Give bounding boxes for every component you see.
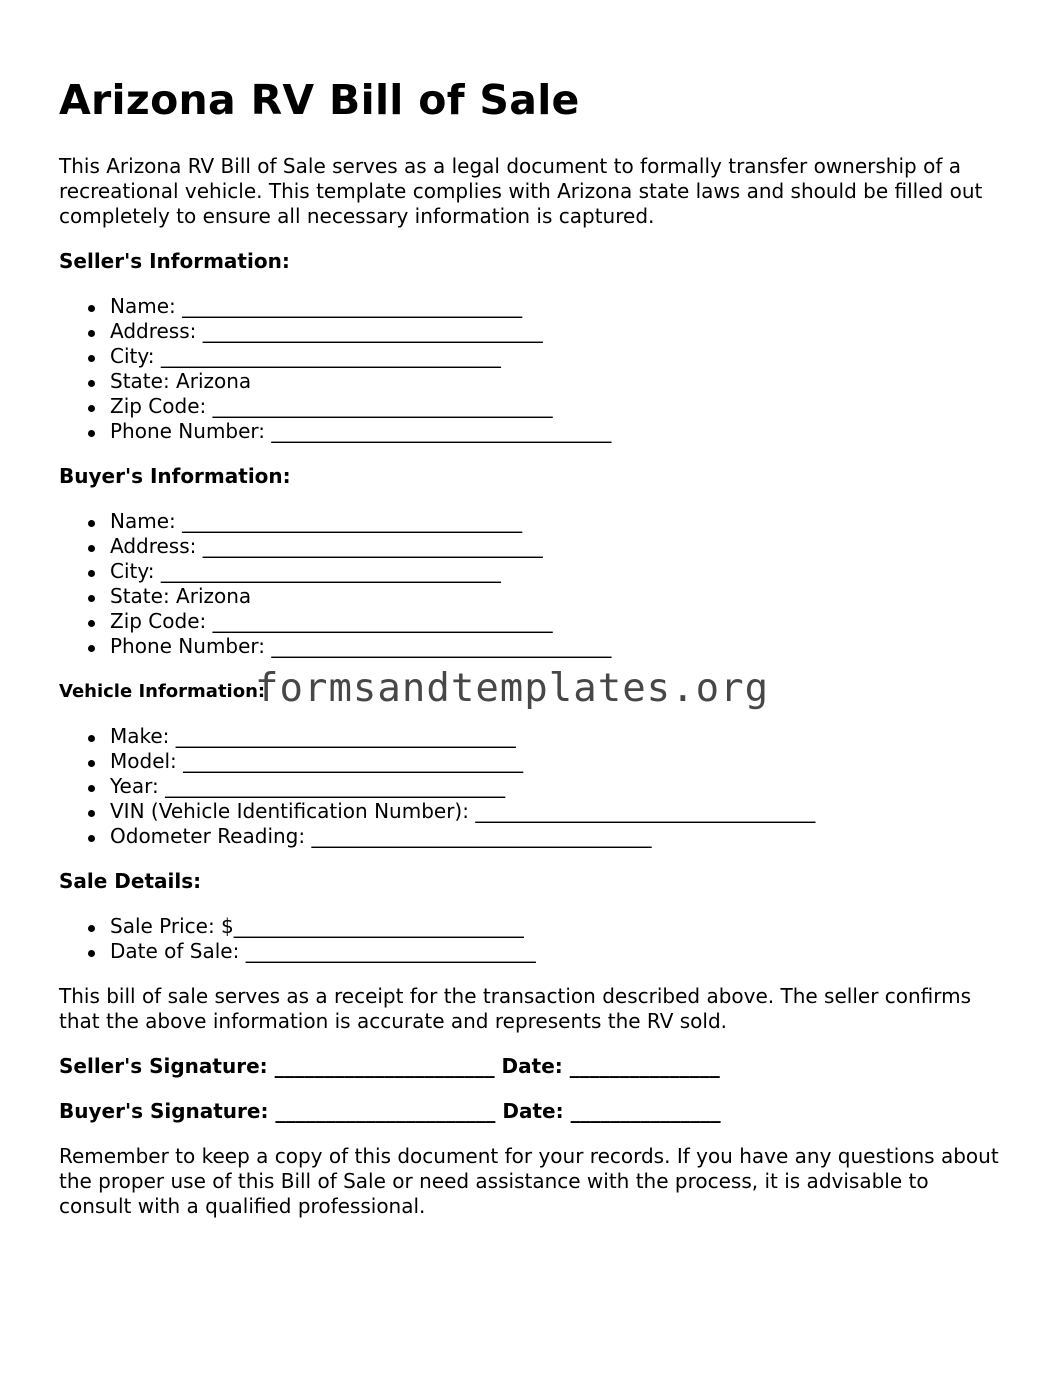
- closing-paragraph: This bill of sale serves as a receipt for the transaction described above. The seller confirms that the above information is accurate and represents the RV sold.: [59, 984, 972, 1033]
- vehicle-vin-field: VIN (Vehicle Identification Number): __________________________________: [110, 799, 1004, 824]
- vehicle-field-list: [59, 724, 1004, 849]
- seller-name-field: Name: __________________________________: [110, 294, 1004, 319]
- seller-phone-field: Phone Number: __________________________________: [110, 419, 1004, 444]
- seller-signature-line: Seller's Signature: ______________________ Date: _______________: [59, 1054, 720, 1078]
- document-title: Arizona RV Bill of Sale: [59, 76, 580, 124]
- buyer-name-field: Name: __________________________________: [110, 509, 1004, 534]
- buyer-state-field: State: Arizona: [110, 584, 1004, 609]
- seller-city-field: City: __________________________________: [110, 344, 1004, 369]
- buyer-city-field: City: __________________________________: [110, 559, 1004, 584]
- sale-field-list: [59, 914, 1004, 964]
- seller-heading: Seller's Information:: [59, 249, 290, 273]
- vehicle-heading: Vehicle Information:: [59, 681, 266, 702]
- seller-zip-field: Zip Code: __________________________________: [110, 394, 1004, 419]
- buyer-address-field: Address: __________________________________: [110, 534, 1004, 559]
- seller-field-list: [59, 294, 1004, 444]
- watermark-text: formsandtemplates.org: [255, 666, 770, 711]
- sale-date-field: Date of Sale: _____________________________: [110, 939, 1004, 964]
- document-page: [59, 74, 1004, 1219]
- footer-paragraph: Remember to keep a copy of this document for your records. If you have any questions about the proper use of this Bill of Sale or need assistance with the process, it is advisable to consult with a qualified professional.: [59, 1144, 999, 1218]
- buyer-zip-field: Zip Code: __________________________________: [110, 609, 1004, 634]
- vehicle-model-field: Model: __________________________________: [110, 749, 1004, 774]
- seller-state-field: State: Arizona: [110, 369, 1004, 394]
- buyer-field-list: [59, 509, 1004, 659]
- intro-paragraph: This Arizona RV Bill of Sale serves as a legal document to formally transfer ownership of a recreational vehicle. This template complies with Arizona state laws and should be filled out completely to ensure all necessary information is captured.: [59, 154, 983, 228]
- buyer-signature-line: Buyer's Signature: ______________________ Date: _______________: [59, 1099, 721, 1123]
- buyer-heading: Buyer's Information:: [59, 464, 291, 488]
- vehicle-odometer-field: Odometer Reading: __________________________________: [110, 824, 1004, 849]
- sale-price-field: Sale Price: $_____________________________: [110, 914, 1004, 939]
- sale-heading: Sale Details:: [59, 869, 202, 893]
- seller-address-field: Address: __________________________________: [110, 319, 1004, 344]
- vehicle-year-field: Year: __________________________________: [110, 774, 1004, 799]
- vehicle-make-field: Make: __________________________________: [110, 724, 1004, 749]
- buyer-phone-field: Phone Number: __________________________________: [110, 634, 1004, 659]
